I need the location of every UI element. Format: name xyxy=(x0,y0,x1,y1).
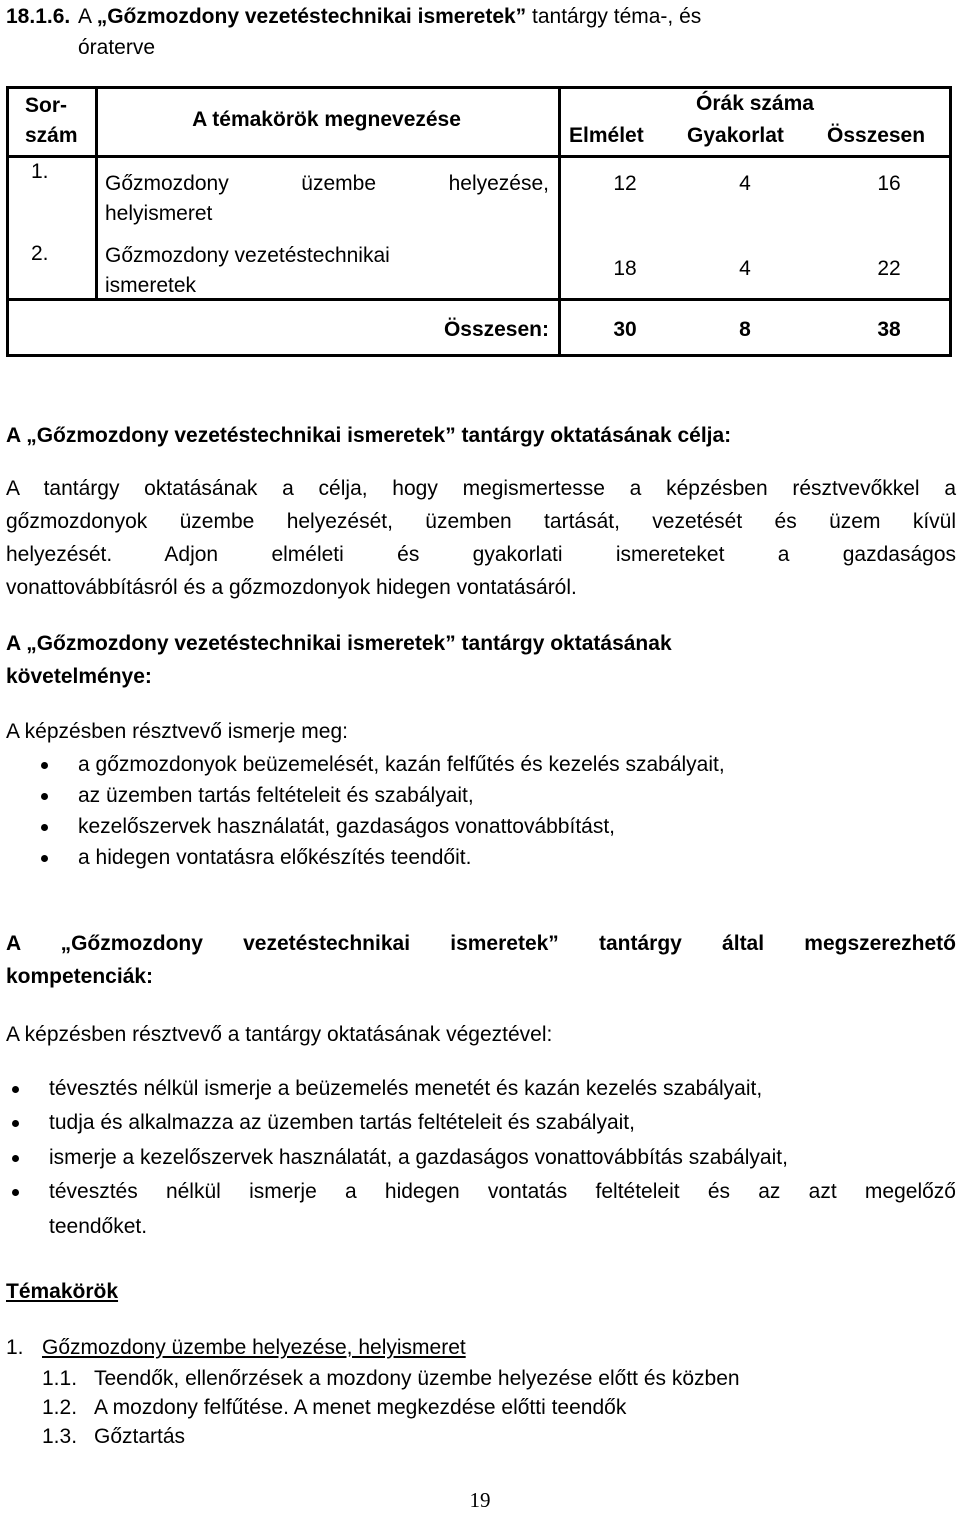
row2-num: 2. xyxy=(31,242,49,265)
requirement-item-1: a gőzmozdonyok beüzemelését, kazán felfűtés és kezelés szabályait, xyxy=(78,753,725,776)
requirements-intro: A képzésben résztvevő ismerje meg: xyxy=(6,720,348,743)
requirement-item-3: kezelőszervek használatát, gazdaságos vonattovábbítást, xyxy=(78,815,615,838)
row1-topic-line1: Gőzmozdony üzembe helyezése, xyxy=(105,172,549,195)
section-title-post: tantárgy téma-, és xyxy=(526,5,702,28)
competencies-heading-line1: A „Gőzmozdony vezetéstechnikai ismeretek” tantárgy által megszerezhető xyxy=(6,932,956,955)
header-hours: Órák száma xyxy=(696,92,814,115)
competency-item-4-line2: teendőket. xyxy=(49,1215,148,1238)
header-theory: Elmélet xyxy=(569,124,644,147)
bullet-icon xyxy=(12,1155,19,1162)
sum-total: 38 xyxy=(877,318,901,341)
row2-topic-line2: ismeretek xyxy=(105,274,197,297)
header-sorszam-2: szám xyxy=(25,124,78,147)
header-topic: A témakörök megnevezése xyxy=(192,108,461,131)
requirement-item-2: az üzemben tartás feltételeit és szabályait, xyxy=(78,784,474,807)
bullet-icon xyxy=(12,1086,19,1093)
goal-line2: gőzmozdonyok üzembe helyezését, üzemben tartását, vezetését és üzem kívül xyxy=(6,510,956,533)
goal-line4: vonattovábbításról és a gőzmozdonyok hidegen vontatásáról. xyxy=(6,576,577,599)
bullet-icon xyxy=(41,762,48,769)
topic-1-number: 1. xyxy=(6,1336,24,1359)
subtopic-1-3-title: Gőztartás xyxy=(94,1425,186,1448)
goal-heading: A „Gőzmozdony vezetéstechnikai ismeretek” tantárgy oktatásának célja: xyxy=(6,424,732,447)
competency-item-2: tudja és alkalmazza az üzemben tartás feltételeit és szabályait, xyxy=(49,1111,635,1134)
topic-1-title xyxy=(42,1333,466,1363)
row2-practice: 4 xyxy=(739,257,751,280)
sum-label: Összesen: xyxy=(443,318,549,341)
row2-theory: 18 xyxy=(613,257,637,280)
bullet-icon xyxy=(12,1189,19,1196)
topics-heading-text: Témakörök xyxy=(6,1280,119,1303)
table-divider-v2 xyxy=(558,89,561,354)
subtopic-1-2-title: A mozdony felfűtése. A menet megkezdése előtti teendők xyxy=(94,1396,627,1419)
competency-item-4-line1: tévesztés nélkül ismerje a hidegen vontatás feltételeit és az azt megelőző xyxy=(49,1180,956,1203)
subtopic-1-2-number: 1.2. xyxy=(42,1396,78,1419)
section-title-subject: „Gőzmozdony vezetéstechnikai ismeretek” xyxy=(96,5,527,28)
section-number: 18.1.6. xyxy=(6,5,71,28)
topic-1-title-text: Gőzmozdony üzembe helyezése, helyismeret xyxy=(42,1336,466,1359)
bullet-icon xyxy=(41,793,48,800)
row1-total: 16 xyxy=(877,172,901,195)
bullet-icon xyxy=(12,1120,19,1127)
row2-total: 22 xyxy=(877,257,901,280)
section-heading xyxy=(6,1,906,63)
subtopic-1-3-number: 1.3. xyxy=(42,1425,78,1448)
row1-num: 1. xyxy=(31,160,49,183)
row1-topic-line2: helyismeret xyxy=(105,202,213,225)
sum-practice: 8 xyxy=(739,318,751,341)
row2-topic-line1: Gőzmozdony vezetéstechnikai xyxy=(105,244,390,267)
hours-table xyxy=(6,86,952,357)
requirement-item-4: a hidegen vontatásra előkészítés teendőit. xyxy=(78,846,472,869)
competency-item-3: ismerje a kezelőszervek használatát, a gazdaságos vonattovábbítás szabályait, xyxy=(49,1146,788,1169)
competencies-intro: A képzésben résztvevő a tantárgy oktatásának végeztével: xyxy=(6,1023,553,1046)
topics-heading xyxy=(6,1275,956,1308)
competencies-heading-line2: kompetenciák: xyxy=(6,965,154,988)
sum-theory: 30 xyxy=(613,318,637,341)
header-practice: Gyakorlat xyxy=(687,124,784,147)
requirements-heading-line2: követelménye: xyxy=(6,665,152,688)
table-header-divider xyxy=(9,155,949,158)
bullet-icon xyxy=(41,855,48,862)
header-sorszam-1: Sor- xyxy=(25,94,67,117)
requirements-heading-line1: A „Gőzmozdony vezetéstechnikai ismeretek” tantárgy oktatásának xyxy=(6,632,672,655)
bullet-icon xyxy=(41,824,48,831)
section-title-pre: A xyxy=(78,5,97,28)
row1-practice: 4 xyxy=(739,172,751,195)
competency-item-1: tévesztés nélkül ismerje a beüzemelés menetét és kazán kezelés szabályait, xyxy=(49,1077,763,1100)
subtopic-1-1-number: 1.1. xyxy=(42,1367,78,1390)
goal-line1: A tantárgy oktatásának a célja, hogy megismertesse a képzésben résztvevőkkel a xyxy=(6,477,956,500)
subtopic-1-1-title: Teendők, ellenőrzések a mozdony üzembe helyezése előtt és közben xyxy=(94,1367,740,1390)
header-total: Összesen xyxy=(827,124,926,147)
row1-theory: 12 xyxy=(613,172,637,195)
goal-line3: helyezését. Adjon elméleti és gyakorlati ismereteket a gazdaságos xyxy=(6,543,956,566)
page-number: 19 xyxy=(469,1488,491,1512)
section-title-line2: óraterve xyxy=(78,36,156,59)
